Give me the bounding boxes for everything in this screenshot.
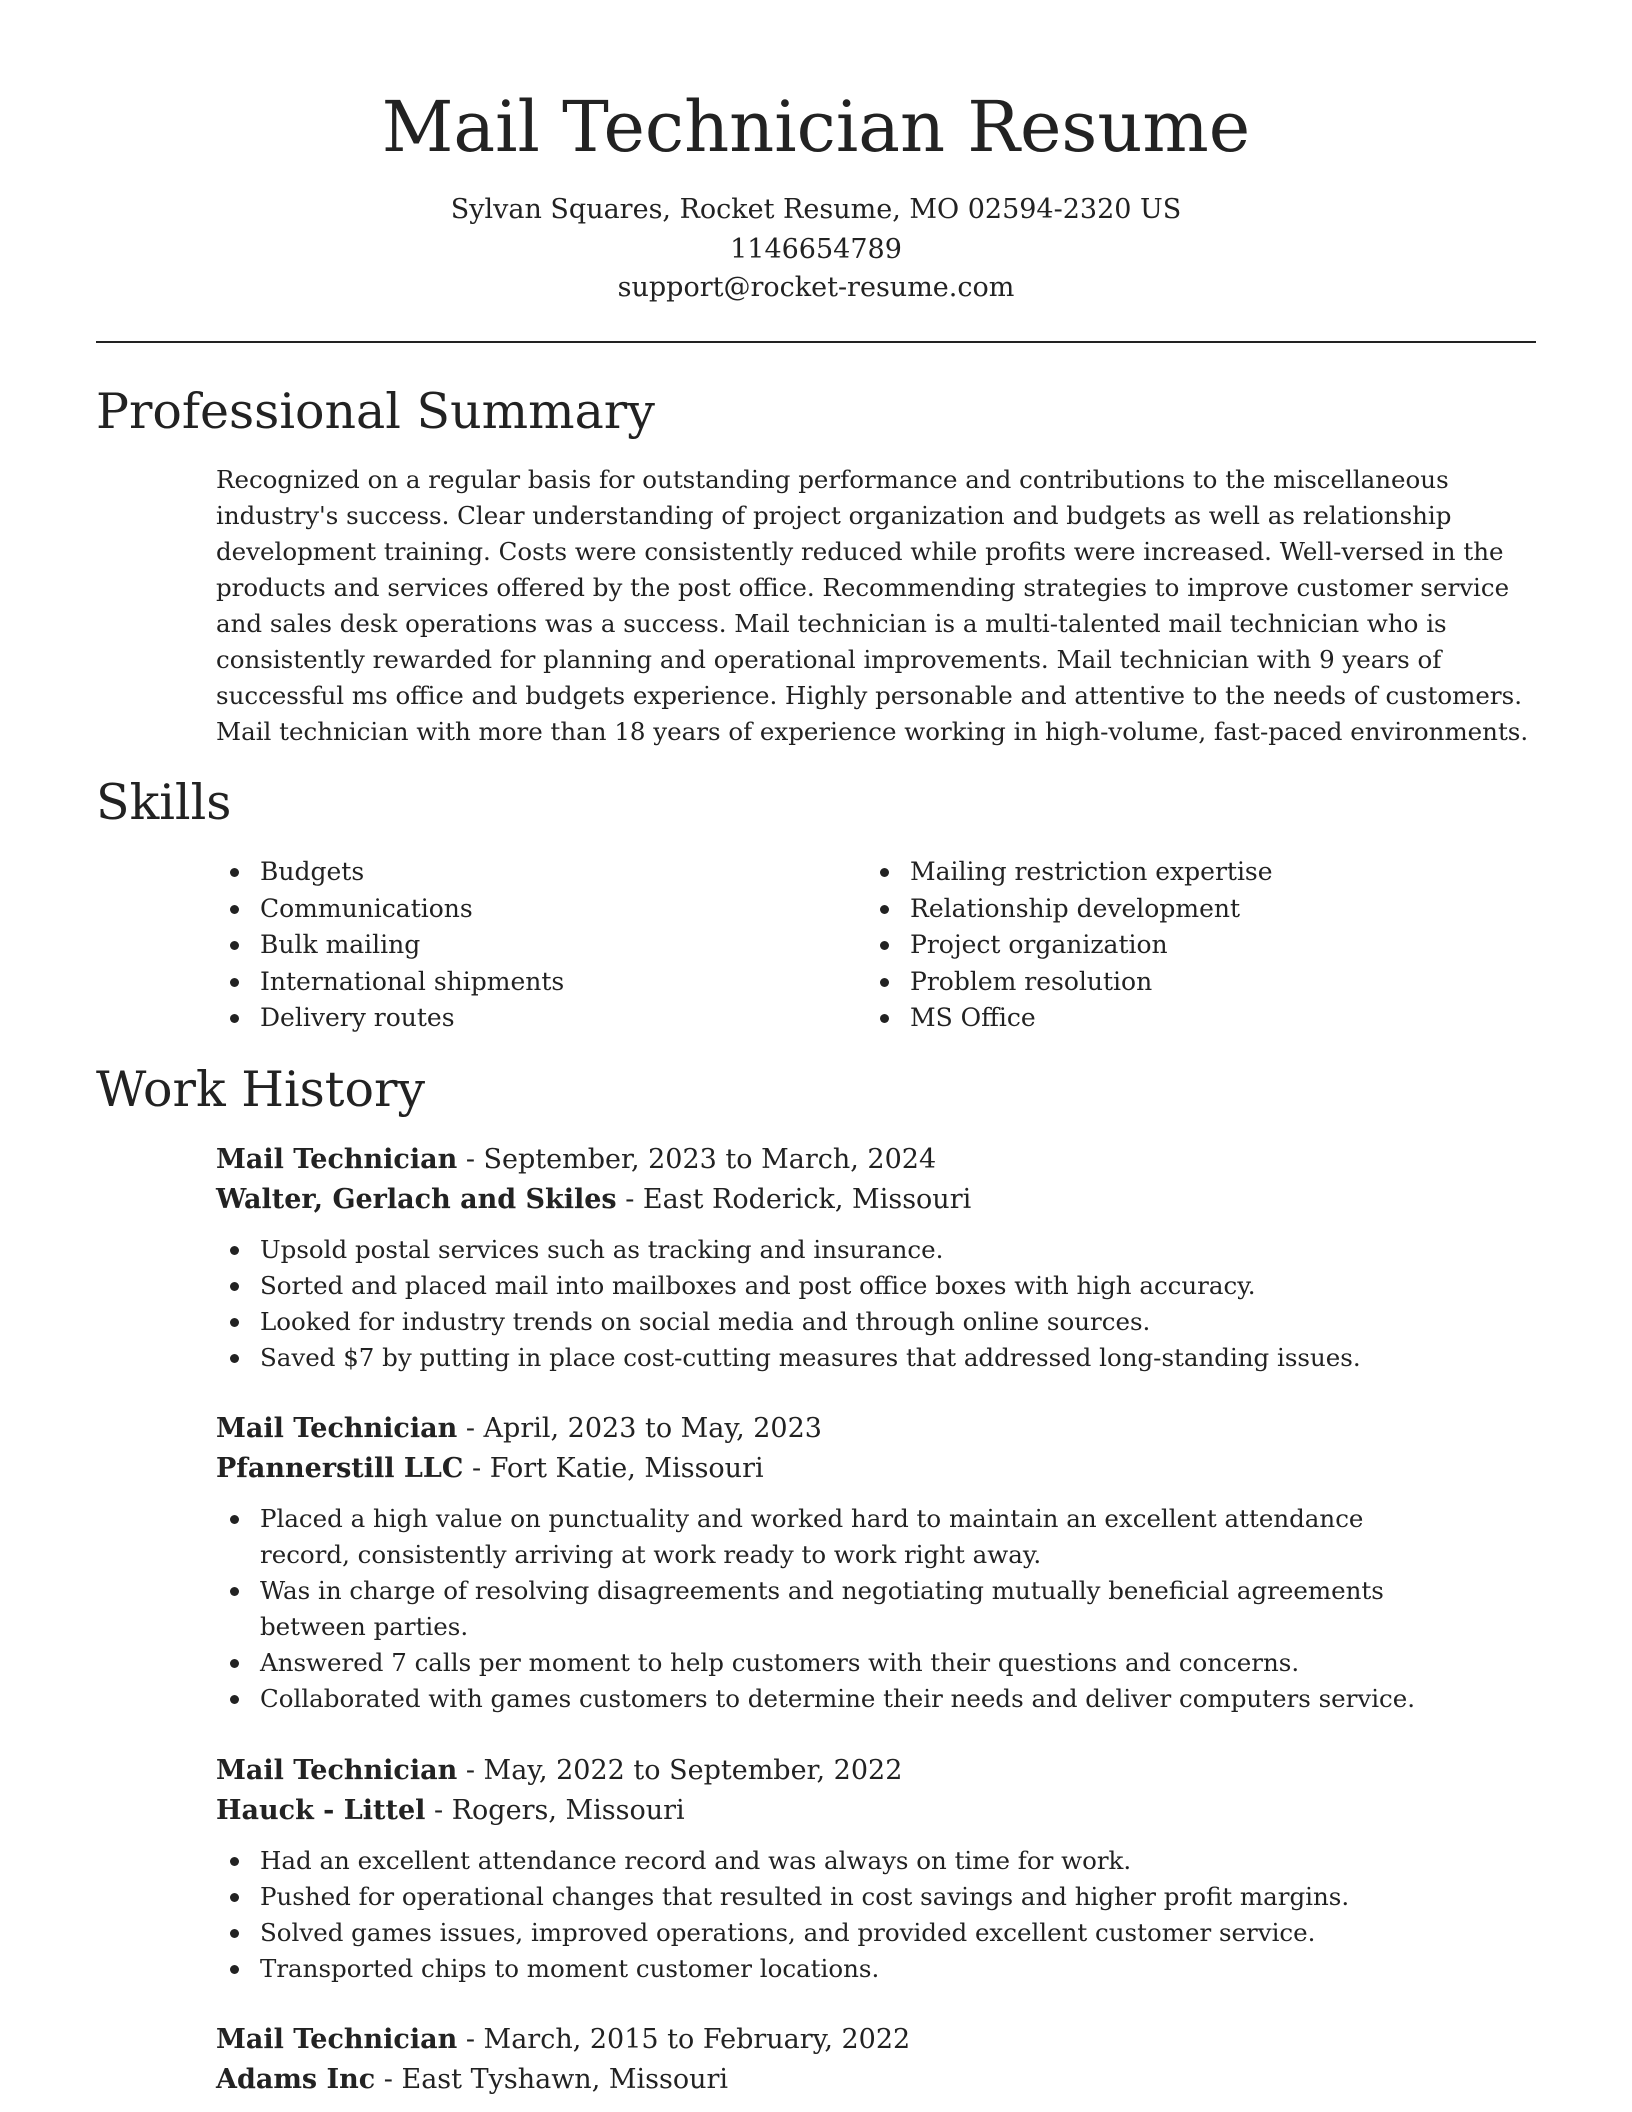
job-location: East Tyshawn, Missouri: [401, 2064, 729, 2095]
job-bullets: [216, 1843, 1538, 1987]
job-dates: March, 2015 to February, 2022: [483, 2024, 911, 2055]
job-title-line: [216, 1140, 1538, 1180]
job-bullet: Collaborated with games customers to determine their needs and deliver computers service.: [216, 1681, 1446, 1717]
skills-list-right: [866, 854, 1506, 1037]
skill-item: MS Office: [866, 1000, 1506, 1037]
job-title-line: [216, 1751, 1538, 1791]
job-bullet: Was in charge of resolving disagreements and negotiating mutually beneficial agreements between parties.: [216, 1573, 1446, 1645]
skill-item: Communications: [216, 891, 816, 928]
separator: -: [457, 1755, 484, 1786]
job-bullet: Placed a high value on punctuality and worked hard to maintain an excellent attendance record, consistently arriving at work ready to work right away.: [216, 1501, 1446, 1573]
skills-list-left: [216, 854, 816, 1037]
job-bullet: Pushed for operational changes that resulted in cost savings and higher profit margins.: [216, 1879, 1538, 1915]
job-company-line: [216, 2060, 1538, 2100]
summary-text: Recognized on a regular basis for outstanding performance and contributions to the miscellaneous industry's success. Clear understanding of project organization and budgets as well as relationship development training. Costs were consistently reduced while profits were increased. Well-versed in the products and services offered by the post office. Recommending strategies to improve customer service and sales desk operations was a success. Mail technician is a multi-talented mail technician who is consistently rewarded for planning and operational improvements. Mail technician with 9 years of successful ms office and budgets experience. Highly personable and attentive to the needs of customers. Mail technician with more than 18 years of experience working in high-volume, fast-paced environments.: [216, 465, 1529, 746]
skill-item: Delivery routes: [216, 1000, 816, 1037]
separator: -: [457, 1413, 484, 1444]
separator: -: [616, 1184, 643, 1215]
skill-item: International shipments: [216, 964, 816, 1001]
skill-item: Relationship development: [866, 891, 1506, 928]
job-bullet: Saved $7 by putting in place cost-cutting measures that addressed long-standing issues.: [216, 1340, 1538, 1376]
skill-item: Project organization: [866, 927, 1506, 964]
resume-title: Mail Technician Resume: [381, 86, 1251, 168]
job-entry: [216, 2020, 1538, 2100]
job-dates: May, 2022 to September, 2022: [483, 1755, 903, 1786]
separator: -: [457, 1144, 484, 1175]
job-dates: September, 2023 to March, 2024: [483, 1144, 937, 1175]
work-history-heading: Work History: [96, 1061, 426, 1118]
separator: -: [375, 2064, 402, 2095]
job-bullet: Answered 7 calls per moment to help customers with their questions and concerns.: [216, 1645, 1446, 1681]
job-company-line: [216, 1449, 1538, 1489]
job-entry: [216, 1140, 1538, 1376]
job-title: Mail Technician: [216, 1144, 458, 1175]
job-bullet: Transported chips to moment customer locations.: [216, 1951, 1538, 1987]
separator: -: [463, 1453, 490, 1484]
job-bullet: Solved games issues, improved operations, and provided excellent customer service.: [216, 1915, 1538, 1951]
contact-phone: 1146654789: [730, 234, 902, 265]
job-title-line: [216, 1409, 1538, 1449]
job-title: Mail Technician: [216, 2024, 458, 2055]
job-bullet: Upsold postal services such as tracking and insurance.: [216, 1232, 1538, 1268]
contact-address: Sylvan Squares, Rocket Resume, MO 02594-2320 US: [450, 194, 1182, 225]
job-bullets: [216, 1501, 1446, 1717]
job-company-line: [216, 1791, 1538, 1831]
job-company: Pfannerstill LLC: [216, 1453, 464, 1484]
job-location: Fort Katie, Missouri: [489, 1453, 764, 1484]
job-entry: [216, 1751, 1538, 1987]
job-bullet: Looked for industry trends on social media and through online sources.: [216, 1304, 1538, 1340]
skill-item: Budgets: [216, 854, 816, 891]
job-company: Adams Inc: [216, 2064, 376, 2095]
job-entry: [216, 1409, 1538, 1717]
job-title: Mail Technician: [216, 1755, 458, 1786]
job-title-line: [216, 2020, 1538, 2060]
summary-heading: Professional Summary: [96, 383, 655, 440]
job-title: Mail Technician: [216, 1413, 458, 1444]
job-bullet: Had an excellent attendance record and was always on time for work.: [216, 1843, 1538, 1879]
job-company: Walter, Gerlach and Skiles: [216, 1184, 617, 1215]
separator: -: [425, 1795, 452, 1826]
skill-item: Problem resolution: [866, 964, 1506, 1001]
skill-item: Bulk mailing: [216, 927, 816, 964]
separator: -: [457, 2024, 484, 2055]
skills-heading: Skills: [96, 774, 232, 831]
job-location: East Roderick, Missouri: [642, 1184, 972, 1215]
job-location: Rogers, Missouri: [451, 1795, 685, 1826]
job-company-line: [216, 1180, 1538, 1220]
job-bullets: [216, 1232, 1538, 1376]
job-bullet: Sorted and placed mail into mailboxes and post office boxes with high accuracy.: [216, 1268, 1538, 1304]
job-company: Hauck - Littel: [216, 1795, 426, 1826]
skill-item: Mailing restriction expertise: [866, 854, 1506, 891]
job-dates: April, 2023 to May, 2023: [483, 1413, 822, 1444]
contact-email: support@rocket-resume.com: [617, 272, 1015, 303]
header-divider: [96, 341, 1536, 343]
